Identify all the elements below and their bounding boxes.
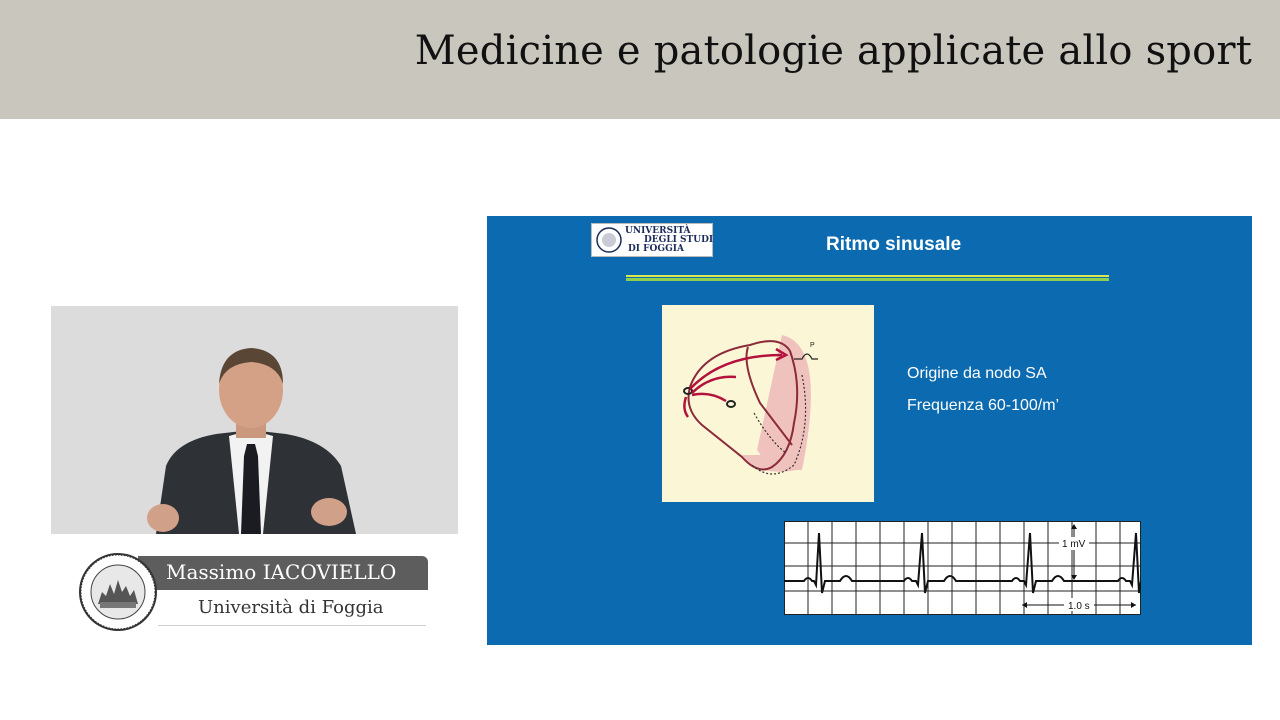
logo-text-line3: DI FOGGIA	[628, 244, 684, 254]
top-banner	[0, 0, 1280, 119]
presentation-slide	[487, 216, 1252, 645]
speaker-affiliation: Università di Foggia	[198, 597, 384, 618]
course-title: Medicine e patologie applicate allo sport	[414, 28, 1252, 74]
logo-text-line2: DEGLI STUDI	[644, 235, 714, 245]
speaker-name: Massimo IACOVIELLO	[166, 560, 397, 584]
heart-diagram	[662, 305, 874, 502]
university-logo	[591, 223, 713, 257]
ecg-trace-drawing	[784, 521, 1141, 615]
p-wave-label: P	[810, 342, 815, 349]
ecg-time-label: 1.0 s	[1068, 601, 1090, 612]
heart-conduction-drawing	[662, 305, 874, 502]
ecg-strip	[784, 521, 1141, 615]
logo-text-line1: UNIVERSITÀ	[625, 226, 691, 236]
speaker-figure	[51, 306, 458, 534]
speaker-caption	[78, 552, 430, 632]
title-divider	[626, 275, 1109, 281]
slide-title: Ritmo sinusale	[826, 234, 962, 255]
logo-seal-icon	[596, 227, 622, 253]
speaker-video	[51, 306, 458, 534]
university-seal-icon	[78, 552, 158, 632]
ecg-amplitude-label: 1 mV	[1062, 539, 1086, 550]
bullet-frequency: Frequenza 60-100/m’	[907, 397, 1060, 414]
bullet-origin: Origine da nodo SA	[907, 365, 1047, 382]
